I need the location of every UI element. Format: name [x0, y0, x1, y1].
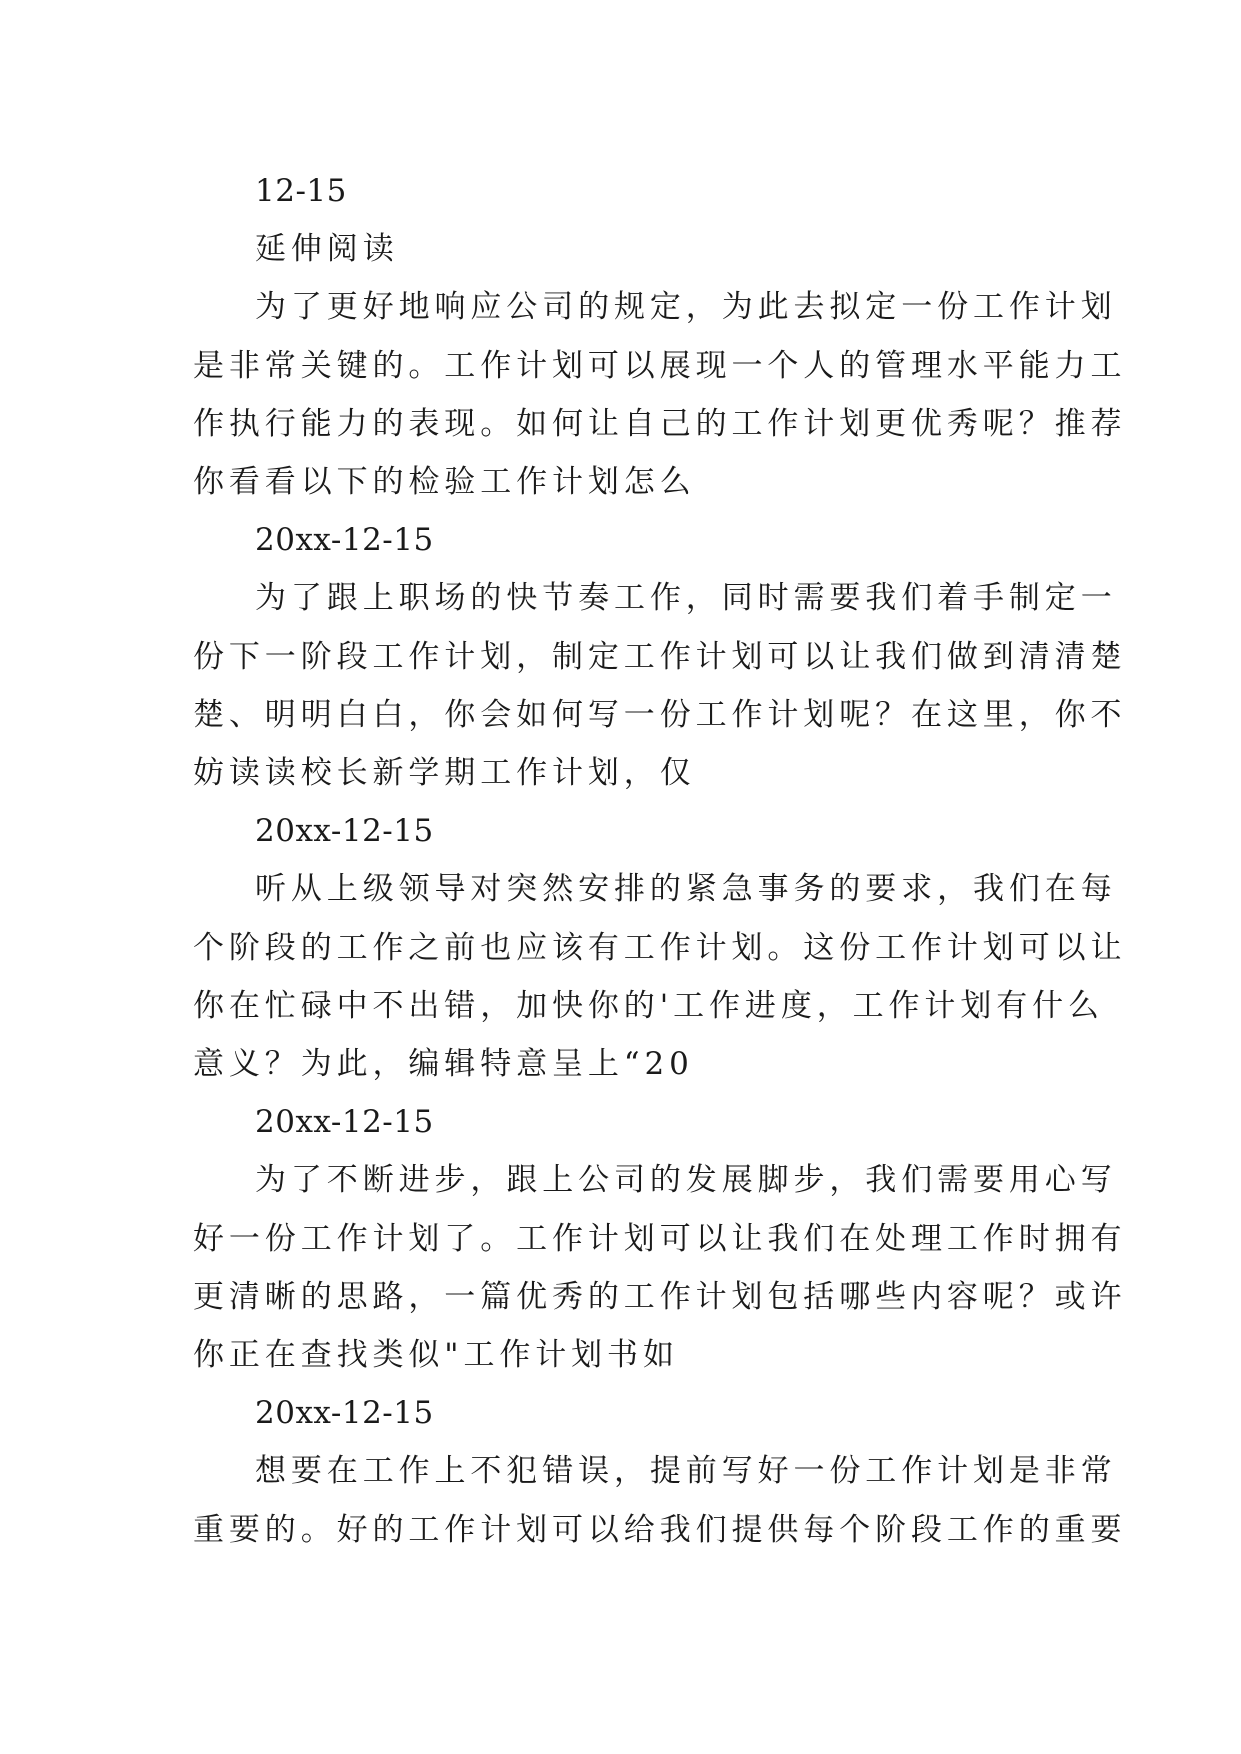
paragraph-line: 想要在工作上不犯错误，提前写好一份工作计划是非常: [255, 1453, 1117, 1490]
paragraph-line: 你在忙碌中不出错，加快你的'工作进度，工作计划有什么: [193, 987, 1104, 1024]
paragraph-line: 意义？为此，编辑特意呈上“20: [193, 1046, 694, 1083]
paragraph-line: 作执行能力的表现。如何让自己的工作计划更优秀呢？推荐: [193, 405, 1127, 442]
paragraph-line: 个阶段的工作之前也应该有工作计划。这份工作计划可以让: [193, 929, 1127, 966]
paragraph-line: 为了跟上职场的快节奏工作，同时需要我们着手制定一: [255, 580, 1117, 617]
date-line: 20xx-12-15: [255, 813, 434, 850]
paragraph-line: 重要的。好的工作计划可以给我们提供每个阶段工作的重要: [193, 1511, 1127, 1548]
paragraph-line: 楚、明明白白，你会如何写一份工作计划呢？在这里，你不: [193, 696, 1127, 733]
date-line: 20xx-12-15: [255, 1395, 434, 1432]
paragraph-line: 听从上级领导对突然安排的紧急事务的要求，我们在每: [255, 871, 1117, 908]
date-line: 12-15: [255, 173, 347, 209]
paragraph-line: 你正在查找类似"工作计划书如: [193, 1337, 679, 1374]
paragraph-line: 好一份工作计划了。工作计划可以让我们在处理工作时拥有: [193, 1220, 1127, 1257]
paragraph-line: 份下一阶段工作计划，制定工作计划可以让我们做到清清楚: [193, 638, 1127, 675]
paragraph-line: 你看看以下的检验工作计划怎么: [193, 464, 696, 501]
paragraph-line: 为了更好地响应公司的规定，为此去拟定一份工作计划: [255, 289, 1117, 326]
paragraph-line: 是非常关键的。工作计划可以展现一个人的管理水平能力工: [193, 347, 1127, 384]
document-body: [193, 162, 1127, 1559]
date-line: 20xx-12-15: [255, 522, 434, 559]
paragraph-line: 为了不断进步，跟上公司的发展脚步，我们需要用心写: [255, 1162, 1117, 1199]
paragraph-line: 更清晰的思路，一篇优秀的工作计划包括哪些内容呢？或许: [193, 1278, 1127, 1315]
date-line: 20xx-12-15: [255, 1104, 434, 1141]
paragraph-line: 妨读读校长新学期工作计划，仅: [193, 755, 696, 792]
section-heading: 延伸阅读: [255, 231, 399, 268]
